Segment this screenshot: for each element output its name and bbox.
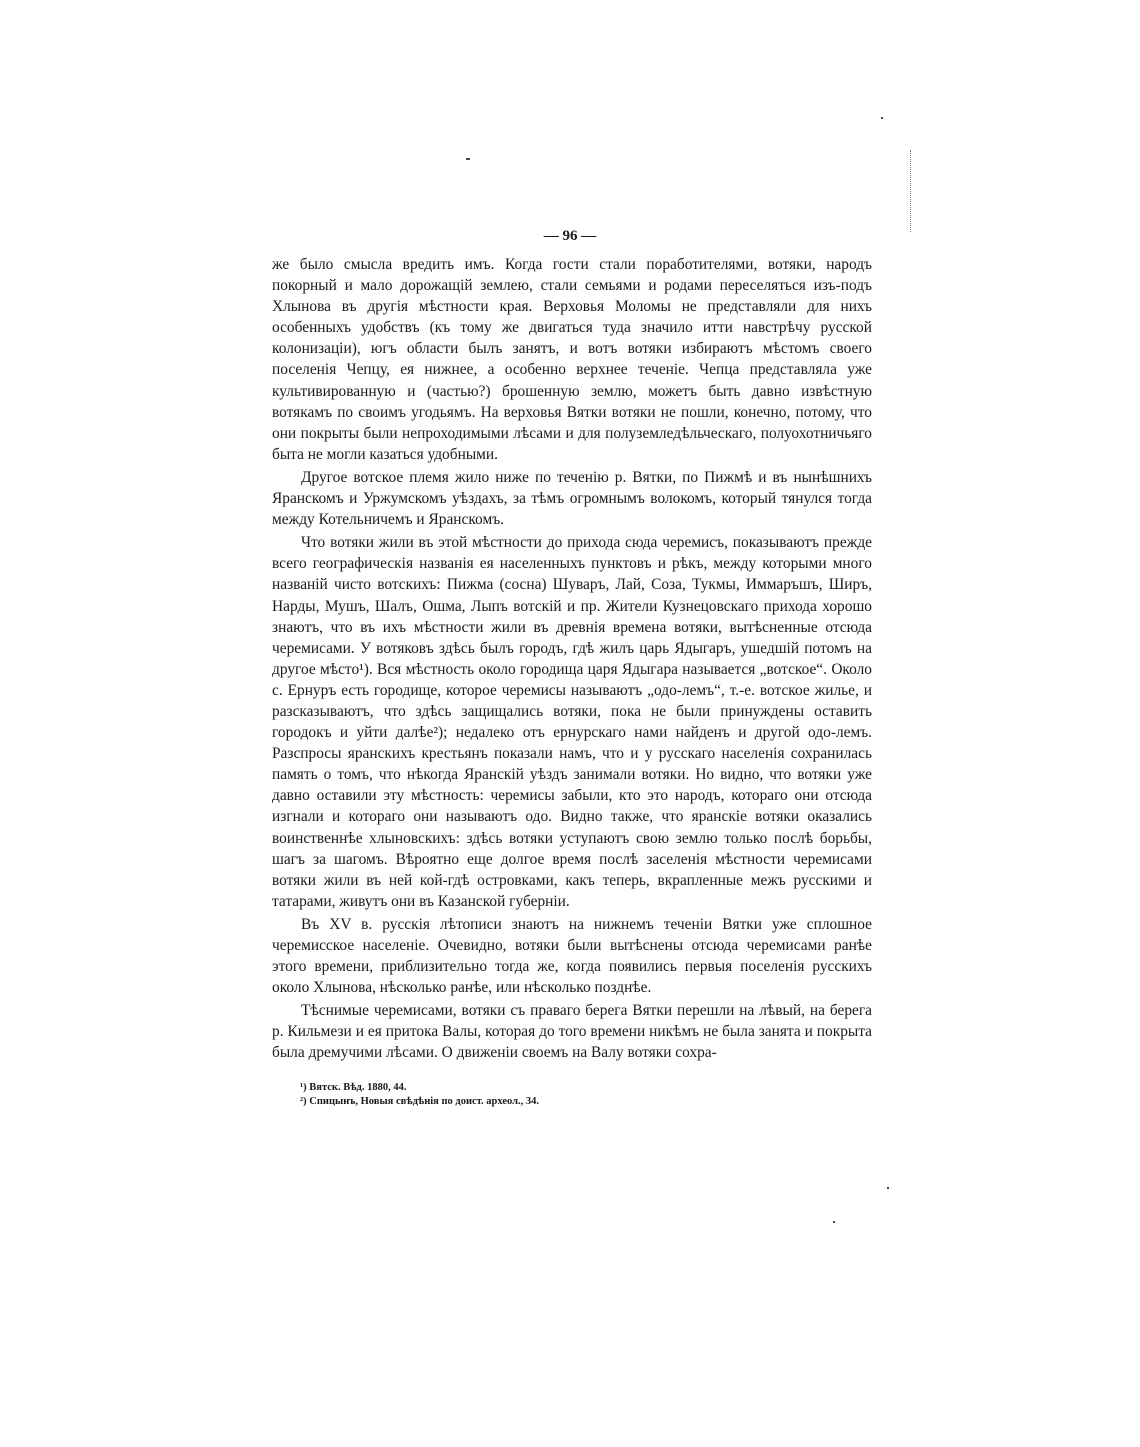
footnote: ²) Спицынъ, Новыя свѣдѣнія по доист. археол., 34. bbox=[300, 1096, 540, 1107]
footnote: ¹) Вятск. Вѣд. 1880, 44. bbox=[300, 1082, 407, 1093]
ink-speck bbox=[887, 1187, 889, 1189]
paragraph: Что вотяки жили въ этой мѣстности до прихода сюда черемисъ, показываютъ прежде всего географическія названія ея населенныхъ пунктовъ и рѣкъ, между которыми много названій чисто вотскихъ: Пижма (сосна) Шуваръ, Лай, Соза, Тукмы, Иммаръшъ, Ширъ, Нарды, Мушъ, Шалъ, Ошма, Лыпъ вотскій и пр. Жители Кузнецовскаго прихода хорошо знаютъ, что въ ихъ мѣстности жили въ древнія времена вотяки, вытѣсненные отсюда черемисами. У вотяковъ здѣсь былъ городъ, гдѣ жилъ царь Ядыгаръ, ушедшій потомъ на другое мѣсто¹). Вся мѣстность около городища царя Ядыгара называется „вотское“. Около с. Ернуръ есть городище, которое черемисы называютъ „одо-лемъ“, т.-е. вотское жилье, и разсказываютъ, что здѣсь защищались вотяки, пока не были принуждены оставить городокъ и уйти далѣе²); недалеко отъ ернурскаго нами найденъ и другой одо-лемъ. Разспросы яранскихъ крестьянъ показали намъ, что и у русскаго населенія сохранилась память о томъ, что нѣкогда Яранскій уѣздъ занимали вотяки. Но видно, что вотяки уже давно оставили эту мѣстность: черемисы забыли, кто это народъ, котораго они отсюда изгнали и котораго они называютъ одо. Видно также, что яранскіе вотяки оказались воинственнѣе хлыновскихъ: здѣсь вотяки уступаютъ свою землю только послѣ борьбы, шагъ за шагомъ. Вѣроятно еще долгое время послѣ заселенія мѣстности черемисами вотяки жили въ ней кой-гдѣ островками, какъ теперь, вкрапленные межъ русскими и татарами, живутъ они въ Казанской губерніи. bbox=[272, 534, 872, 910]
footnotes bbox=[300, 1081, 860, 1109]
ink-speck bbox=[881, 117, 883, 119]
page-number: — 96 — bbox=[543, 228, 597, 244]
ink-speck bbox=[833, 1221, 835, 1223]
margin-rule bbox=[910, 150, 912, 232]
paragraph: Другое вотское племя жило ниже по теченію р. Вятки, по Пижмѣ и въ нынѣшнихъ Яранскомъ и Уржумскомъ уѣздахъ, за тѣмъ огромнымъ волокомъ, который тянулся тогда между Котельничемъ и Яранскомъ. bbox=[272, 468, 872, 529]
paragraph: Въ XV в. русскія лѣтописи знаютъ на нижнемъ теченіи Вятки уже сплошное черемисское населеніе. Очевидно, вотяки были вытѣснены отсюда черемисами ранѣе этого времени, приблизительно тогда же, когда появились первыя поселенія русскихъ около Хлынова, нѣсколько ранѣе, или нѣсколько позднѣе. bbox=[272, 915, 872, 997]
paragraph: Тѣснимые черемисами, вотяки съ праваго берега Вятки перешли на лѣвый, на берега р. Кильмези и ея притока Валы, которая до того времени никѣмъ не была занята и покрыта была дремучими лѣсами. О движеніи своемъ на Валу вотяки сохра- bbox=[272, 1002, 872, 1062]
paragraph: же было смысла вредить имъ. Когда гости стали поработителями, вотяки, народъ покорный и мало дорожащій землею, стали семьями и родами переселяться изъ-подъ Хлынова въ другія мѣстности края. Верховья Моломы не представляли для нихъ особенныхъ удобствъ (къ тому же двигаться туда значило итти навстрѣчу русской колонизаціи), югъ области былъ занятъ, и вотъ вотяки избираютъ мѣстомъ своего поселенія Чепцу, ея нижнее, а особенно верхнее теченіе. Чепца представляла уже культивированную и (частью?) брошенную землю, можетъ быть давно извѣстную вотякамъ по своимъ угодьямъ. На верховья Вятки вотяки не пошли, конечно, потому, что они покрыты были непроходимыми лѣсами и для полуземледѣльческаго, полуохотничьяго быта не могли казаться удобными. bbox=[272, 256, 872, 463]
body-text bbox=[272, 254, 872, 1066]
ink-speck bbox=[466, 158, 470, 160]
